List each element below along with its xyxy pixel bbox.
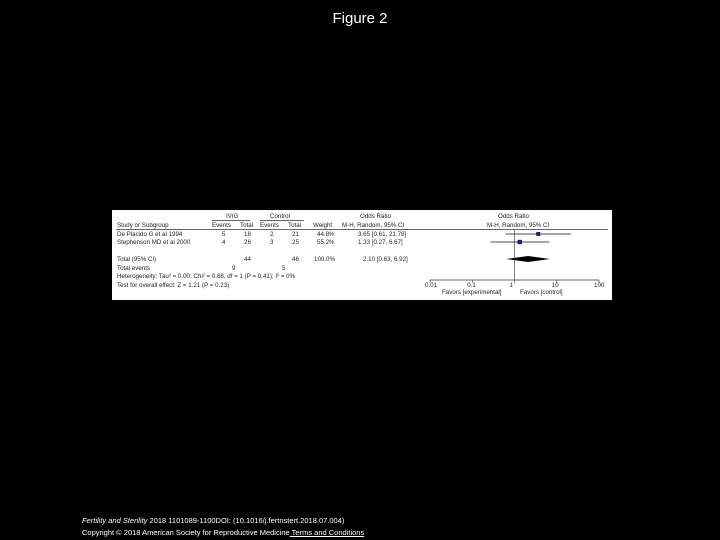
total-events2: 5 — [282, 265, 286, 272]
figure-title: Figure 2 — [332, 10, 388, 27]
group2-header: Control — [270, 213, 290, 220]
forest-plot-figure — [112, 210, 612, 300]
journal-name: Fertility and Sterility — [82, 516, 148, 525]
odds-ratio-plot-header: Odds Ratio — [498, 213, 529, 220]
total2-sum: 46 — [292, 256, 299, 263]
axis-tick-label: 100 — [594, 282, 605, 289]
axis-tick-label: 10 — [551, 282, 559, 289]
method-header: M-H, Random, 95% CI — [342, 222, 405, 229]
heterogeneity-text: Heterogeneity: Tau² = 0.00; Chi² = 0.68, df = 1 (P = 0.41); I² = 0% — [117, 273, 296, 280]
total-weight: 100.0% — [314, 256, 335, 263]
total-ci: 2.10 [0.63, 6.92] — [363, 256, 408, 263]
events2-value: 3 — [270, 239, 274, 246]
total1-value: 26 — [244, 239, 251, 246]
group1-header: IVIG — [226, 213, 239, 220]
total1-value: 18 — [244, 231, 251, 238]
copyright-text: Copyright © 2018 American Society for Reproductive Medicine — [82, 528, 290, 537]
overall-effect-text: Test for overall effect: Z = 1.21 (P = 0.23) — [117, 282, 230, 289]
events1-value: 4 — [222, 239, 226, 246]
method-plot-header: M-H, Random, 95% CI — [487, 222, 550, 229]
terms-and-conditions-link[interactable]: Terms and Conditions — [289, 528, 365, 537]
total2-value: 25 — [292, 239, 299, 246]
pooled-estimate-diamond — [506, 256, 550, 262]
favors-experimental-label: Favors [experimental] — [442, 289, 502, 296]
study-point-marker — [518, 240, 522, 244]
events2-header: Events — [260, 222, 279, 229]
study-header: Study or Subgroup — [117, 222, 169, 229]
axis-tick-label: 0.1 — [467, 282, 476, 289]
total2-value: 21 — [292, 231, 299, 238]
citation-text: 2018 1101089-1100DOI: (10.1016/j.fertnstert.2018.07.004) — [147, 516, 345, 525]
total1-header: Total — [240, 222, 254, 229]
citation-line — [82, 516, 344, 525]
favors-control-label: Favors [control] — [520, 289, 563, 296]
study-point-marker — [536, 232, 540, 236]
total-events-label: Total events — [117, 265, 151, 272]
total2-header: Total — [288, 222, 302, 229]
weight-header: Weight — [313, 222, 333, 229]
forest-plot-graphic — [112, 210, 612, 300]
ci-value: 1.33 [0.27, 6.67] — [358, 239, 403, 246]
study-name: Stephenson MD et al 2000 — [117, 239, 191, 246]
events1-header: Events — [212, 222, 231, 229]
copyright-line — [82, 528, 364, 537]
odds-ratio-header: Odds Ratio — [360, 213, 391, 220]
total-events1: 9 — [232, 265, 236, 272]
axis-tick-label: 1 — [509, 282, 513, 289]
total-label: Total (95% CI) — [117, 256, 157, 263]
events1-value: 5 — [222, 231, 226, 238]
axis-tick-label: 0.01 — [425, 282, 438, 289]
study-name: De Placido G et al 1994 — [117, 231, 183, 238]
total1-sum: 44 — [244, 256, 251, 263]
events2-value: 2 — [270, 231, 274, 238]
weight-value: 55.2% — [317, 239, 335, 246]
weight-value: 44.8% — [317, 231, 335, 238]
ci-value: 3.65 [0.61, 21.78] — [358, 231, 407, 238]
